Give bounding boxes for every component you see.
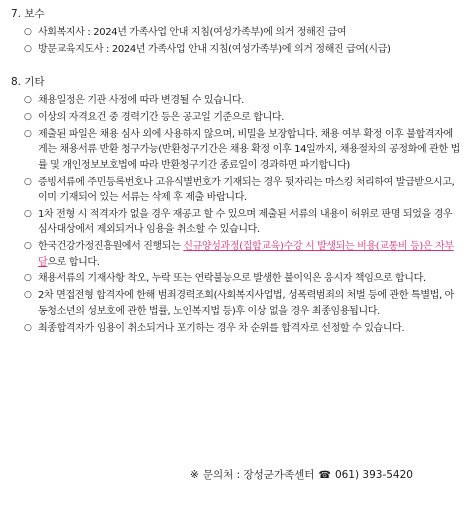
list-item (24, 110, 461, 125)
circle-bullet-icon: ○ (24, 241, 32, 252)
list-item-text: 사회복지사 : 2024년 가족사업 안내 지침(여성가족부)에 의거 정해진 급여 (38, 27, 347, 38)
list-item-text: 채용일정은 기관 사정에 따라 변경될 수 있습니다. (38, 95, 245, 106)
circle-bullet-icon: ○ (24, 176, 32, 187)
list-item (24, 175, 461, 206)
circle-bullet-icon: ○ (24, 273, 32, 284)
contact-text: 문의처 : 장성군가족센터 (202, 469, 315, 481)
list-item (24, 321, 461, 336)
list-item-text: 이상의 자격요건 중 경력기간 등은 공고일 기준으로 합니다. (38, 111, 285, 123)
section-7-list (24, 25, 461, 59)
list-item-text: 1차 전형 시 적격자가 없을 경우 재공고 할 수 있으며 제출된 서류의 내용이 허위로 판명 되었을 경우 심사대상에서 제외되거나 임용을 취소할 수 있습니다. (38, 208, 453, 236)
phone-icon: ☎ (318, 470, 331, 481)
circle-bullet-icon: ○ (24, 43, 32, 54)
circle-bullet-icon: ○ (24, 111, 32, 122)
list-item-text: 증빙서류에 주민등록번호나 고유식별번호가 기재되는 경우 뒷자리는 마스킹 처리하여 발급받으시고, 이미 기재되어 있는 서류는 삭제 후 제출 바랍니다. (38, 176, 455, 203)
list-item-text: 제출된 파일은 채용 심사 외에 사용하지 않으며, 비밀을 보장합니다. 채용 여부 확정 이후 불합격자에게는 채용서류 반환 청구가능(반환청구기간은 채용 확정 이후 14일까지, 채용절차의 공정화에 관한 법률 및 개인정보보호법에 따라 반환청구기간 종료일이 경과하면 파기합니다) (38, 128, 460, 171)
list-item-highlight (24, 239, 461, 270)
circle-bullet-icon: ○ (24, 290, 32, 301)
section-7-title: 7. 보수 (11, 8, 45, 20)
reference-mark-icon: ※ (190, 469, 199, 481)
list-item-text: 최종합격자가 임용이 취소되거나 포기하는 경우 차 순위를 합격자로 선정할 수 있습니다. (38, 322, 405, 334)
list-item (24, 288, 461, 319)
list-item (24, 271, 461, 286)
circle-bullet-icon: ○ (24, 95, 32, 105)
list-item (24, 93, 461, 108)
list-item (24, 127, 461, 173)
list-item (24, 42, 461, 57)
highlight-after: 으로 합니다. (47, 256, 100, 268)
section-8-list (24, 93, 461, 338)
list-item (24, 207, 461, 238)
circle-bullet-icon: ○ (24, 322, 32, 333)
list-item-text: 채용서류의 기재사항 착오, 누락 또는 연락불능으로 발생한 불이익은 응시자 책임으로 합니다. (38, 273, 426, 285)
circle-bullet-icon: ○ (24, 128, 32, 139)
circle-bullet-icon: ○ (24, 27, 32, 37)
circle-bullet-icon: ○ (24, 208, 32, 219)
list-item (24, 25, 461, 40)
highlight-before: 한국건강가정진흥원에서 진행되는 (38, 241, 184, 253)
list-item-text: 방문교육지도사 : 2024년 가족사업 안내 지침(여성가족부)에 의거 정해진 급여(시급) (38, 43, 391, 55)
list-item-text: 2차 면접전형 합격자에 한해 범죄경력조회(사회복지사업법, 성폭력범죄의 처벌 등에 관한 특별법, 아동청소년의 성보호에 관한 법률, 노인복지법 등)후 이상 없을 경우 최종임용됩니다. (38, 290, 454, 317)
highlighted-cost-notice: 신규양성과정(집합교육)수강 시 발생되는 비용(교통비 등)은 자부담 (38, 241, 454, 268)
section-8-title: 8. 기타 (11, 76, 45, 88)
list-item-text (38, 239, 461, 270)
contact-info (190, 468, 413, 483)
contact-phone: 061) 393-5420 (334, 469, 413, 481)
